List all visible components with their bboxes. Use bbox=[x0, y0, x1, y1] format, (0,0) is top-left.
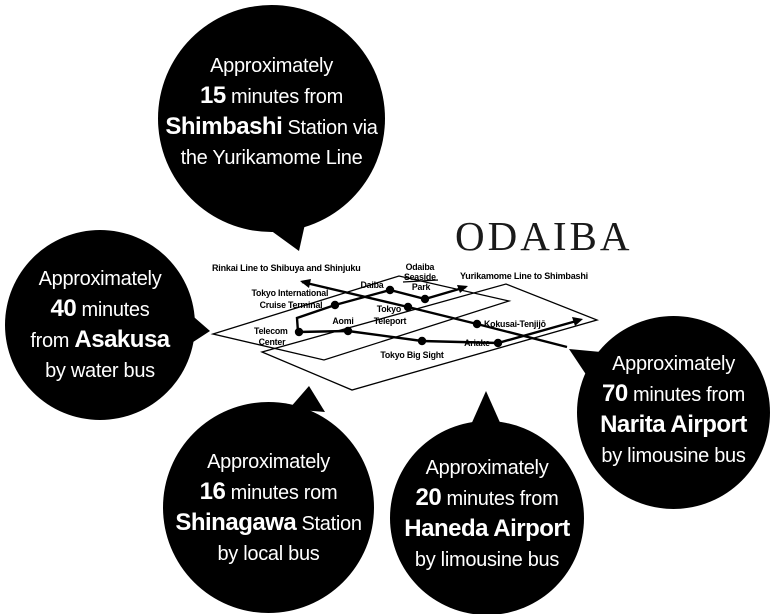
bubble-line bbox=[600, 410, 747, 441]
station-dot-odaiba-seaside-park bbox=[421, 295, 429, 303]
minutes-value: 70 bbox=[602, 379, 628, 407]
origin-name: Haneda Airport bbox=[404, 515, 570, 542]
station-dot-tokyo-teleport bbox=[404, 303, 412, 311]
station-label-odaiba-seaside-park: Odaiba Seaside Park bbox=[403, 262, 436, 292]
bubble-line: from Asakusa bbox=[30, 326, 170, 353]
station-label-daiba: Daiba bbox=[360, 280, 384, 290]
station-label-telecom-center: Telecom Center bbox=[254, 326, 288, 347]
bubble-line: 70 minutes from bbox=[602, 379, 745, 407]
bubble-line: 15 minutes from bbox=[200, 81, 343, 109]
station-label-ariake: Ariake bbox=[464, 338, 490, 348]
bubble-line: Approximately bbox=[38, 268, 162, 290]
origin-name: Narita Airport bbox=[600, 410, 747, 438]
minutes-value: 20 bbox=[415, 484, 442, 511]
bubble-line: by water bus bbox=[45, 360, 155, 382]
station-dot-ariake bbox=[494, 339, 502, 347]
bubble-asakusa bbox=[5, 230, 195, 420]
bubble-line: 40 minutes bbox=[50, 295, 150, 322]
station-label-tokyo-big-sight: Tokyo Big Sight bbox=[380, 350, 444, 360]
station-dot-kokusai-tenjijo bbox=[473, 320, 481, 328]
station-dot-cruise-terminal bbox=[331, 301, 339, 309]
origin-name: Shimbashi bbox=[165, 112, 283, 140]
station-label-cruise-terminal: Tokyo International Cruise Terminal bbox=[251, 288, 329, 310]
bubble-line: Approximately bbox=[425, 457, 549, 479]
bubble-line bbox=[404, 514, 569, 545]
yurikamome-line-label: Yurikamome Line to Shimbashi bbox=[460, 271, 588, 281]
bubble-haneda bbox=[390, 421, 584, 614]
station-label-aomi: Aomi bbox=[332, 316, 354, 326]
bubble-line: by limousine bus bbox=[414, 549, 560, 571]
bubble-line: the Yurikamome Line bbox=[180, 146, 363, 169]
bubble-line: Approximately bbox=[210, 54, 333, 77]
bubble-line: Shinagawa Station bbox=[175, 508, 362, 536]
bubble-line: 16 minutes rom bbox=[199, 477, 338, 505]
station-dot-telecom-center bbox=[295, 328, 303, 336]
station-dot-tokyo-big-sight bbox=[418, 337, 426, 345]
bubble-line: Shimbashi Station via bbox=[165, 112, 378, 140]
minutes-value: 40 bbox=[50, 295, 77, 322]
station-dot-aomi bbox=[344, 327, 352, 335]
bubble-line: by local bus bbox=[217, 542, 320, 565]
bubble-shimbashi bbox=[158, 5, 385, 232]
station-label-kokusai-tenjijo: Kokusai-Tenjijō bbox=[484, 319, 546, 329]
bubble-shinagawa bbox=[163, 402, 374, 613]
station-label-tokyo-teleport: Tokyo Teleport bbox=[373, 304, 407, 326]
station-dot-daiba bbox=[386, 286, 394, 294]
bubble-narita bbox=[577, 316, 770, 509]
rinkai-line-label: Rinkai Line to Shibuya and Shinjuku bbox=[212, 263, 361, 273]
bubble-line: 20 minutes from bbox=[415, 484, 559, 511]
page-title: ODAIBA bbox=[455, 213, 633, 259]
origin-name: Asakusa bbox=[74, 326, 170, 353]
bubble-line: Approximately bbox=[207, 450, 330, 473]
minutes-value: 15 bbox=[200, 81, 226, 109]
minutes-value: 16 bbox=[199, 477, 226, 505]
origin-name: Shinagawa bbox=[175, 508, 297, 536]
rinkai-direction-arrow-icon bbox=[300, 279, 311, 288]
bubble-line: Approximately bbox=[612, 352, 735, 375]
bubble-line: by limousine bus bbox=[601, 444, 746, 467]
